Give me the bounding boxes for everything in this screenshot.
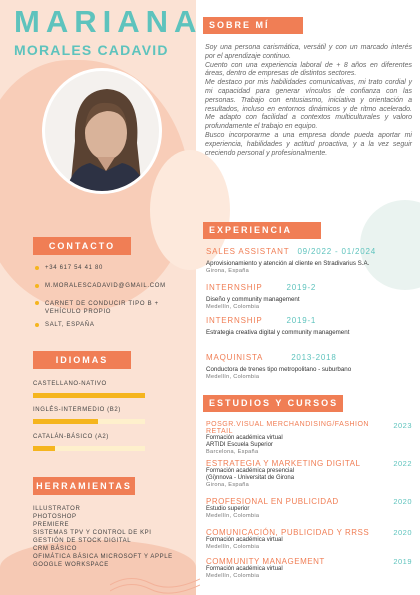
tool-item: PHOTOSHOP <box>33 514 77 520</box>
profile-photo <box>42 68 162 194</box>
experience-item <box>206 247 406 274</box>
contact-header: CONTACTO <box>33 237 131 255</box>
job-date: 2019-2 <box>286 283 317 292</box>
course-detail: (Gi)nnova - Universitat de Girona <box>206 475 295 481</box>
bullet-icon <box>35 266 39 270</box>
course-detail: Formación académica presencial <box>206 468 295 474</box>
contact-license: CARNET DE CONDUCIR TIPO B + VEHÍCULO PROPIO <box>35 300 175 316</box>
about-paragraph: Soy una persona carismática, versátil y con un marcado interés por el aprendizaje continuo. <box>205 44 412 60</box>
about-header: SOBRE MÍ <box>203 17 303 34</box>
education-item <box>206 497 412 520</box>
course-detail: ARTIDI Escuela Superior <box>206 442 273 448</box>
language-bar <box>33 419 145 424</box>
course-name: POSGR.VISUAL MERCHANDISING/FASHION RETAIL <box>206 421 369 435</box>
tool-item: GESTIÓN DE STOCK DIGITAL <box>33 538 132 544</box>
course-location: Girona, España <box>206 482 250 488</box>
language-label: INGLÉS-INTERMEDIO (B2) <box>33 407 121 413</box>
experience-header: EXPERIENCIA <box>203 222 321 239</box>
course-year: 2023 <box>393 421 412 430</box>
language-bar-fill <box>33 419 98 424</box>
tool-item: GOOGLE WORKSPACE <box>33 562 109 568</box>
bullet-icon <box>35 301 39 305</box>
tool-item: SISTEMAS TPV Y CONTROL DE KPI <box>33 530 152 536</box>
job-role: INTERNSHIP <box>206 283 263 292</box>
languages-header: IDIOMAS <box>33 351 131 369</box>
contact-phone: +34 617 54 41 80 <box>35 265 103 271</box>
education-header: ESTUDIOS Y CURSOS <box>203 395 343 412</box>
tool-item: OFIMÁTICA BÁSICA MICROSOFT Y APPLE <box>33 554 173 560</box>
tool-item: ILLUSTRATOR <box>33 506 81 512</box>
tool-item: CRM BÁSICO <box>33 546 78 552</box>
job-description: Aprovisionamiento y atención al cliente en Stradivarius S.A. <box>206 260 370 267</box>
job-date: 2019-1 <box>286 316 317 325</box>
job-description: Diseño y community management <box>206 296 300 303</box>
language-bar-fill <box>33 393 145 398</box>
job-description: Conductora de trenes tipo metropolitano - suburbano <box>206 366 352 373</box>
course-year: 2020 <box>393 497 412 506</box>
job-role: MAQUINISTA <box>206 353 264 362</box>
decorative-blob <box>360 200 420 290</box>
job-location: Medellín, Colombia <box>206 374 260 380</box>
language-bar <box>33 393 145 398</box>
about-text <box>205 44 412 158</box>
course-detail: Estudio superior <box>206 506 250 512</box>
about-paragraph: Me destaco por mis habilidades comunicativas, mi trato cordial y mi capacidad para generar vínculos de confianza con las personas. Trabajo con entusiasmo, iniciativa y orientación a resultados, incluso en entornos dinámicos y de ritmo acelerado. Me adapto con facilidad a contextos multiculturales y valoro profundamente el trabajo en equipo. <box>205 79 412 131</box>
course-name: PROFESIONAL EN PUBLICIDAD <box>206 497 339 506</box>
first-name: MARIANA <box>14 4 203 39</box>
job-date: 09/2022 - 01/2024 <box>297 247 376 256</box>
education-item <box>206 528 412 551</box>
contact-location: SALT, ESPAÑA <box>35 322 95 328</box>
course-location: Medellín, Colombia <box>206 544 260 550</box>
language-bar <box>33 446 145 451</box>
course-location: Medellín, Colombia <box>206 573 260 579</box>
job-location: Girona, España <box>206 268 250 274</box>
course-name: COMMUNITY MANAGEMENT <box>206 557 325 566</box>
education-item <box>206 421 412 456</box>
job-description: Estrategia creativa digital y community management <box>206 329 350 336</box>
about-paragraph: Busco incorporarme a una empresa donde pueda aportar mi experiencia, habilidades y actitud proactiva, y a la vez seguir creciendo personal y profesionalmente. <box>205 131 412 157</box>
tools-list <box>33 505 173 569</box>
course-detail: Formación académica virtual <box>206 435 283 441</box>
language-bar-fill <box>33 446 55 451</box>
course-detail: Formación académica virtual <box>206 566 283 572</box>
course-location: Barcelona, España <box>206 449 259 455</box>
about-paragraph: Cuento con una experiencia laboral de + 8 años en diferentes áreas, dentro de empresas de distintos sectores. <box>205 61 412 78</box>
tools-header: HERRAMIENTAS <box>33 477 135 495</box>
education-item <box>206 557 412 580</box>
bullet-icon <box>35 284 39 288</box>
bullet-icon <box>35 323 39 327</box>
experience-item <box>206 283 406 310</box>
course-year: 2019 <box>393 557 412 566</box>
job-role: SALES ASSISTANT <box>206 247 290 256</box>
job-location: Medellín, Colombia <box>206 304 260 310</box>
education-item <box>206 459 412 489</box>
course-year: 2020 <box>393 528 412 537</box>
job-role: INTERNSHIP <box>206 316 263 325</box>
course-location: Medellín, Colombia <box>206 513 260 519</box>
course-name: ESTRATEGIA Y MARKETING DIGITAL <box>206 459 361 468</box>
decorative-wave <box>110 565 200 595</box>
course-name: COMUNICACIÓN, PUBLICIDAD Y RRSS <box>206 528 370 537</box>
experience-item <box>206 316 406 336</box>
course-year: 2022 <box>393 459 412 468</box>
experience-item <box>206 353 406 380</box>
contact-email: M.MORALESCADAVID@GMAIL.COM <box>35 283 166 289</box>
job-date: 2013-2018 <box>291 353 337 362</box>
tool-item: PREMIERE <box>33 522 70 528</box>
last-name: MORALES CADAVID <box>14 42 169 58</box>
course-detail: Formación académica virtual <box>206 537 283 543</box>
language-label: CASTELLANO-NATIVO <box>33 381 107 387</box>
language-label: CATALÁN-BÁSICO (A2) <box>33 434 109 440</box>
